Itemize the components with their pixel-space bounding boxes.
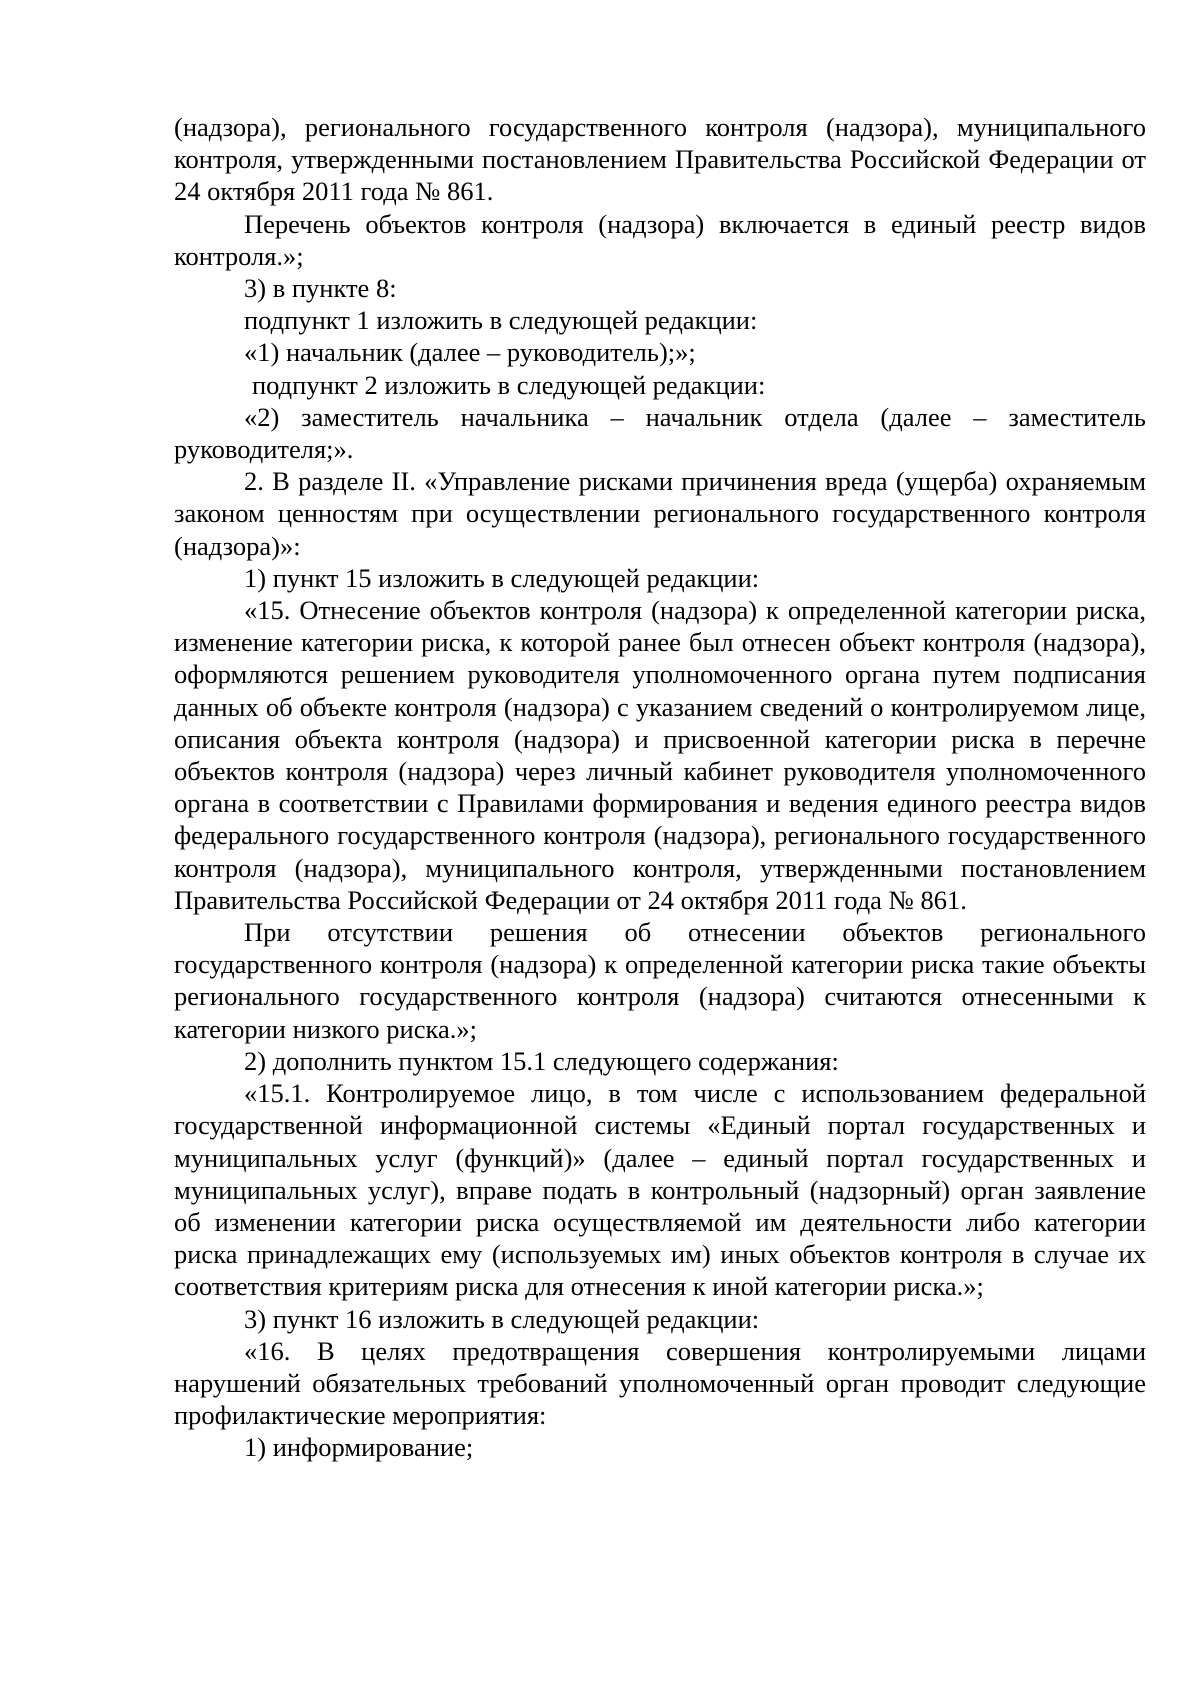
paragraph-subpoint-2-intro: подпункт 2 изложить в следующей редакции: [252, 369, 766, 400]
paragraph-list-registry: Перечень объектов контроля (надзора) включается в единый реестр видов контроля.»; [174, 208, 1146, 271]
paragraph-subpoint-1-text: «1) начальник (далее – руководитель);»; [244, 337, 696, 368]
paragraph-section-2-heading: 2. В разделе II. «Управление рисками причинения вреда (ущерба) охраняемым законом ценностям при осуществлении регионального государственного контроля (надзора)»: [174, 466, 1146, 561]
paragraph-point-15-1-text: «15.1. Контролируемое лицо, в том числе с использованием федеральной государственной информационной системы «Единый портал государственных и муниципальных услуг (функций)» (далее – единый портал государственных и муниципальных услуг), вправе подать в контрольный (надзорный) орган заявление об изменении категории риска осуществляемой им деятельности либо категории риска принадлежащих ему (используемых им) иных объектов контроля в случае их соответствия критериям риска для отнесения к иной категории риска.»; [174, 1078, 1146, 1302]
paragraph-point-16-text: «16. В целях предотвращения совершения контролируемыми лицами нарушений обязательных требований уполномоченный орган проводит следующие профилактические мероприятия: [174, 1335, 1146, 1431]
paragraph-item-2-point-15-1: 2) дополнить пунктом 15.1 следующего содержания: [244, 1045, 839, 1076]
paragraph-item-3-point-8: 3) в пункте 8: [244, 273, 397, 304]
paragraph-absence-of-decision: При отсутствии решения об отнесении объектов регионального государственного контроля (надзора) к определенной категории риска такие объекты регионального государственного контроля (надзора) считаются отнесенными к категории низкого риска.»; [174, 917, 1146, 1044]
paragraph-subpoint-1-intro: подпункт 1 изложить в следующей редакции: [244, 305, 758, 336]
paragraph-continuation: (надзора), регионального государственного контроля (надзора), муниципального контроля, утвержденными постановлением Правительства Российской Федерации от 24 октября 2011 года № 861. [174, 112, 1146, 207]
paragraph-item-3-point-16: 3) пункт 16 изложить в следующей редакции: [244, 1303, 760, 1334]
paragraph-informing: 1) информирование; [244, 1432, 474, 1463]
document-page [174, 111, 1146, 1464]
paragraph-subpoint-2-text: «2) заместитель начальника – начальник отдела (далее – заместитель руководителя;». [174, 401, 1146, 465]
paragraph-item-1-point-15: 1) пункт 15 изложить в следующей редакции: [244, 562, 760, 593]
paragraph-point-15-text: «15. Отнесение объектов контроля (надзора) к определенной категории риска, изменение категории риска, к которой ранее был отнесен объект контроля (надзора), оформляются решением руководителя уполномоченного органа путем подписания данных об объекте контроля (надзора) с указанием сведений о контролируемом лице, описания объекта контроля (надзора) и присвоенной категории риска в перечне объектов контроля (надзора) через личный кабинет руководителя уполномоченного органа в соответствии с Правилами формирования и ведения единого реестра видов федерального государственного контроля (надзора), регионального государственного контроля (надзора), муниципального контроля, утвержденными постановлением Правительства Российской Федерации от 24 октября 2011 года № 861. [174, 595, 1146, 915]
